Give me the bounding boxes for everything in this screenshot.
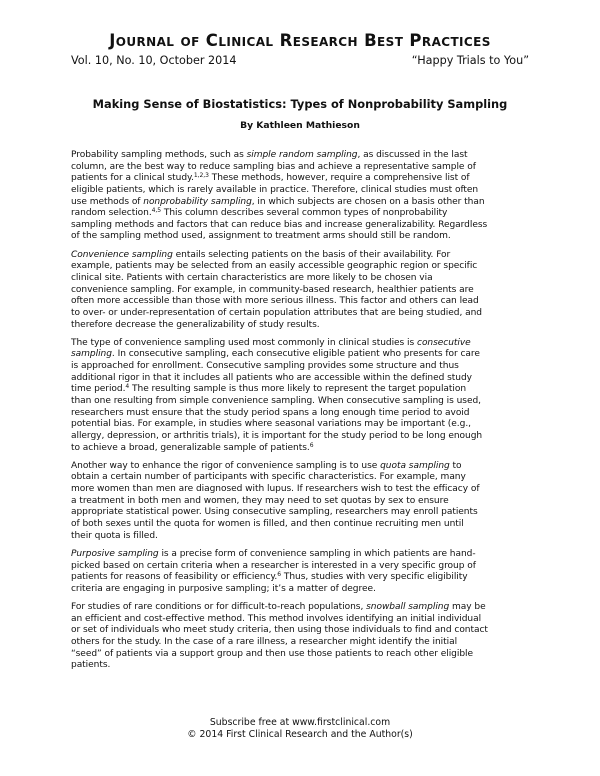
text-run: clinical site. Patients with certain characteristics are more likely to be chosen via: [71, 273, 433, 283]
text-line: [71, 384, 541, 396]
text-line: [71, 602, 541, 614]
text-run: example, patients may be selected from an easily accessible geographic region or specific: [71, 261, 478, 272]
text-run: random selection.: [71, 208, 152, 219]
text-run: appropriate statistical power. Using consecutive sampling, researchers may enroll patients: [71, 507, 478, 518]
text-run: This column describes several common types of nonprobability: [161, 208, 448, 219]
text-run: may be: [449, 602, 486, 613]
text-line: [71, 572, 541, 584]
text-run: patients.: [71, 660, 111, 671]
text-run: sampling methods and factors that can reduce bias and increase generalizability. Regardless: [71, 219, 488, 230]
text-line: [71, 614, 541, 626]
page-footer: [0, 717, 600, 741]
text-line: [71, 338, 541, 350]
text-line: [71, 443, 541, 455]
text-line: [71, 285, 541, 297]
text-line: [71, 162, 541, 174]
text-run: column, are the best way to reduce sampling bias and achieve a representative sample of: [71, 161, 476, 172]
citation-superscript: 6: [309, 441, 314, 449]
issue-info: Vol. 10, No. 10, October 2014: [71, 54, 237, 67]
text-run: more women than men are diagnosed with lupus. If researchers wish to test the efficacy of: [71, 484, 480, 495]
text-run: convenience sampling. For example, in community-based research, healthier patients are: [71, 284, 474, 295]
italic-term: simple random sampling: [246, 150, 358, 160]
text-line: [71, 361, 541, 373]
text-run: The resulting sample is thus more likely to represent the target population: [129, 384, 467, 395]
text-run: additional rigor in that it includes all patients who are accessible within the defined study: [71, 372, 472, 383]
text-line: [71, 637, 541, 649]
text-line: [71, 208, 541, 220]
citation-superscript: 4: [125, 383, 130, 391]
text-line: [71, 496, 541, 508]
text-line: [71, 185, 541, 197]
text-run: to: [449, 460, 462, 471]
text-run: their quota is filled.: [71, 530, 158, 541]
text-run: Probability sampling methods, such as: [71, 150, 247, 160]
article-byline: By Kathleen Mathieson: [240, 120, 360, 131]
text-line: [71, 408, 541, 420]
text-line: [71, 220, 541, 232]
text-line: [71, 531, 541, 543]
text-run: to over- or under-representation of certain population attributes that are being studied, and: [71, 307, 482, 318]
text-line: [71, 625, 541, 637]
text-run: picked based on certain criteria when a researcher is interested in a very specific group of: [71, 560, 476, 571]
text-run: entails selecting patients on the basis of their availability. For: [172, 249, 451, 260]
paragraph: [71, 250, 541, 331]
article-body: [71, 150, 541, 678]
text-run: The type of convenience sampling used most commonly in clinical studies is: [71, 337, 418, 348]
text-line: [71, 584, 541, 596]
text-line: [71, 431, 541, 443]
subscribe-text: Subscribe free at www.firstclinical.com: [209, 717, 391, 728]
text-line: [71, 472, 541, 484]
italic-term: Convenience sampling: [71, 249, 173, 260]
text-run: or set of individuals who meet study criteria, then using those individuals to find and contact: [71, 625, 488, 636]
text-run: , in which subjects are chosen on a basis other than: [251, 196, 485, 207]
copyright-text: © 2014 First Clinical Research and the Author(s): [187, 729, 413, 740]
italic-term: quota sampling: [380, 460, 450, 471]
italic-term: snowball sampling: [366, 602, 450, 613]
italic-term: nonprobability sampling: [143, 196, 252, 207]
text-line: [71, 461, 541, 473]
text-run: an efficient and cost-effective method. This method involves identifying an initial individual: [71, 613, 482, 624]
text-line: [71, 419, 541, 431]
text-run: is a precise form of convenience sampling in which patients are hand-: [158, 548, 476, 559]
text-line: [71, 507, 541, 519]
paragraph: [71, 150, 541, 243]
paragraph: [71, 549, 541, 596]
text-run: These methods, however, require a comprehensive list of: [208, 173, 470, 184]
citation-superscript: 6: [277, 571, 282, 579]
journal-name: Journal of Clinical Research Best Practices: [109, 31, 491, 50]
text-line: [71, 273, 541, 285]
text-line: [71, 197, 541, 209]
citation-superscript: 1,2,3: [193, 172, 209, 180]
text-run: to achieve a broad, generalizable sample of patients.: [71, 442, 310, 453]
italic-term: sampling: [71, 349, 112, 360]
text-run: . In consecutive sampling, each consecutive eligible patient who presents for care: [111, 349, 480, 360]
text-run: criteria are engaging in purposive sampling; it’s a matter of degree.: [71, 583, 376, 594]
text-line: [71, 561, 541, 573]
paragraph: [71, 461, 541, 542]
text-line: [71, 396, 541, 408]
text-line: [71, 296, 541, 308]
text-line: [71, 549, 541, 561]
text-line: [71, 173, 541, 185]
italic-term: Purposive sampling: [71, 548, 159, 559]
text-line: [71, 373, 541, 385]
text-line: [71, 349, 541, 361]
text-line: [71, 250, 541, 262]
text-run: potential bias. For example, in studies where seasonal variations may be important (e.g.,: [71, 419, 471, 430]
paragraph: [71, 338, 541, 454]
text-line: [71, 308, 541, 320]
text-run: others for the study. In the case of a rare illness, a researcher might identify the initial: [71, 636, 458, 647]
text-run: of the sampling method used, assignment to treatment arms should still be random.: [71, 231, 451, 242]
text-run: therefore decrease the generalizability of study results.: [71, 319, 320, 330]
text-run: Another way to enhance the rigor of convenience sampling is to use: [71, 460, 381, 471]
text-line: [71, 649, 541, 661]
text-run: , as discussed in the last: [357, 150, 468, 160]
text-line: [71, 519, 541, 531]
text-run: obtain a certain number of participants with specific characteristics. For example, many: [71, 472, 466, 483]
text-line: [71, 484, 541, 496]
text-run: allergy, depression, or arthritis trials), it is important for the study period to be long enough: [71, 430, 483, 441]
text-run: eligible patients, which is rarely available in practice. Therefore, clinical studies must often: [71, 184, 479, 195]
text-run: time period.: [71, 384, 126, 395]
text-line: [71, 261, 541, 273]
text-line: [71, 660, 541, 672]
text-run: researchers must ensure that the study period spans a long enough time period to avoid: [71, 407, 470, 418]
italic-term: consecutive: [417, 337, 471, 348]
text-run: patients for a clinical study.: [71, 173, 194, 184]
text-run: “seed” of patients via a support group and then use those patients to reach other eligible: [71, 648, 474, 659]
citation-superscript: 4,5: [151, 207, 162, 215]
article-title: Making Sense of Biostatistics: Types of Nonprobability Sampling: [92, 97, 508, 111]
text-run: a treatment in both men and women, they may need to set quotas by sex to ensure: [71, 495, 449, 506]
text-run: For studies of rare conditions or for difficult-to-reach populations,: [71, 602, 367, 613]
text-run: of both sexes until the quota for women is filled, and then continue recruiting men until: [71, 519, 464, 529]
text-run: use methods of: [71, 196, 144, 207]
journal-motto: “Happy Trials to You”: [411, 54, 529, 67]
text-run: is approached for enrollment. Consecutive sampling provides some structure and thus: [71, 361, 459, 372]
text-line: [71, 320, 541, 332]
text-run: than one resulting from simple convenience sampling. When consecutive sampling is used,: [71, 396, 481, 406]
paragraph: [71, 602, 541, 672]
text-run: often more accessible than those with more serious illness. This factor and others can lead: [71, 296, 479, 307]
text-line: [71, 150, 541, 162]
text-line: [71, 231, 541, 243]
text-run: Thus, studies with very specific eligibility: [281, 572, 468, 583]
text-run: patients for reasons of feasibility or efficiency.: [71, 572, 278, 583]
